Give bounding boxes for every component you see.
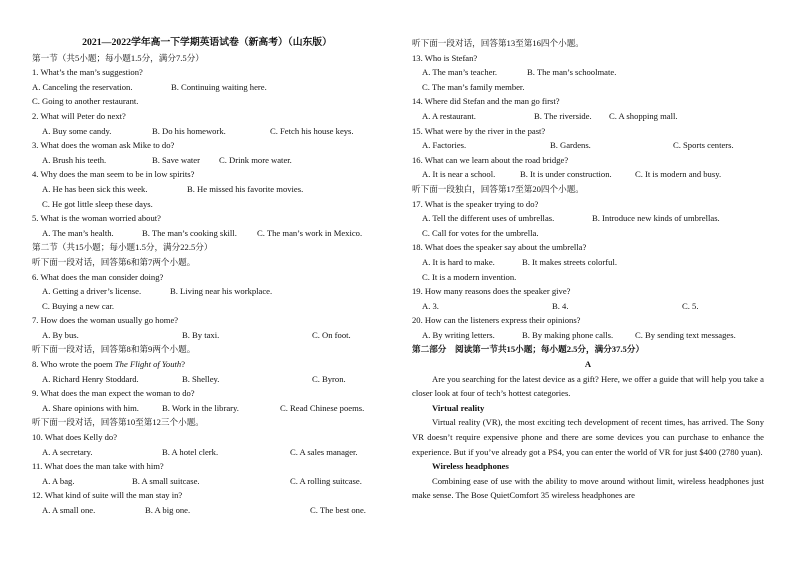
- options-row: [32, 124, 382, 139]
- option-a: A. By writing letters.: [422, 329, 495, 340]
- option-b: B. A small suitcase.: [132, 475, 200, 486]
- options-row: [32, 153, 382, 168]
- title-spacer: [32, 36, 382, 51]
- option-c: C. The best one.: [310, 505, 366, 515]
- option-c: C. Read Chinese poems.: [280, 402, 365, 413]
- option-c: C. Sports centers.: [673, 140, 734, 151]
- question: 3. What does the woman ask Mike to do?: [32, 140, 175, 151]
- option-c: C. 5.: [682, 300, 699, 311]
- option-b: B. Work in the library.: [162, 402, 239, 413]
- option-c: C. The man’s family member.: [422, 81, 525, 92]
- options-row: [32, 503, 382, 518]
- question: 13. Who is Stefan?: [412, 52, 478, 63]
- option-a: A. A secretary.: [42, 446, 93, 457]
- options-row: [412, 211, 764, 226]
- options-row: [32, 284, 382, 299]
- instruction: 听下面一段对话，回答第10至第12三个小题。: [32, 417, 204, 428]
- option-a: A. Share opinions with him.: [42, 402, 139, 413]
- instruction: 听下面一段独白，回答第17至第20四个小题。: [412, 183, 584, 194]
- option-a: A. 3.: [422, 300, 439, 311]
- right-column: [412, 36, 764, 503]
- option-c: C. Going to another restaurant.: [32, 96, 139, 107]
- question-text: 8. Who wrote the poem: [32, 359, 115, 370]
- option-a: A. By bus.: [42, 329, 79, 340]
- paragraph: Combining ease of use with the ability to move around without limit, wireless headphones just make sense. The Bose QuietComfort 35 wireless headphones are: [412, 475, 764, 501]
- instruction: 听下面一段对话，回答第8和第9两个小题。: [32, 344, 196, 355]
- question: 20. How can the listeners express their opinions?: [412, 315, 581, 326]
- option-b: B. Living near his workplace.: [170, 286, 273, 297]
- option-a: A. A small one.: [42, 505, 96, 515]
- option-b: B. Shelley.: [182, 373, 220, 384]
- question-mark: ?: [181, 359, 186, 370]
- option-a: A. He has been sick this week.: [42, 183, 148, 194]
- options-row: [32, 182, 382, 197]
- question: 19. How many reasons does the speaker give?: [412, 286, 571, 297]
- option-b: B. By taxi.: [182, 329, 220, 340]
- option-a: A. It is near a school.: [422, 169, 496, 180]
- option-c: C. Buying a new car.: [42, 300, 115, 311]
- question: 5. What is the woman worried about?: [32, 213, 161, 224]
- options-row: [412, 255, 764, 270]
- question: 16. What can we learn about the road bridge?: [412, 154, 569, 165]
- option-a: A. A bag.: [42, 475, 75, 486]
- option-b: B. Do his homework.: [152, 125, 226, 136]
- option-c: C. He got little sleep these days.: [42, 198, 153, 209]
- question: 2. What will Peter do next?: [32, 110, 126, 121]
- paragraph: Virtual reality (VR), the most exciting tech development of recent times, has arrived. The Sony VR doesn’t require expensive phone and there are some devices you can purchase to enhance the experience. But if you’ve already got a PS4, you can enter the world of VR for just $400 (2780 yuan).: [412, 417, 764, 457]
- subheading: Virtual reality: [432, 402, 485, 413]
- option-b: B. By making phone calls.: [522, 329, 614, 340]
- option-a: A. Factories.: [422, 140, 467, 151]
- instruction: 听下面一段对话，回答第6和第7两个小题。: [32, 256, 196, 267]
- option-a: A. Buy some candy.: [42, 125, 112, 136]
- options-row: [32, 372, 382, 387]
- question: 12. What kind of suite will the man stay in?: [32, 490, 183, 501]
- option-b: B. A big one.: [145, 505, 191, 515]
- options-row: [412, 109, 764, 124]
- question: 10. What does Kelly do?: [32, 432, 118, 443]
- options-row: [412, 138, 764, 153]
- options-row: [32, 226, 382, 241]
- option-a: A. Getting a driver’s license.: [42, 286, 142, 297]
- question: 4. Why does the man seem to be in low spirits?: [32, 169, 195, 180]
- section-heading: 第二部分 阅读第一节共15小题；每小题2.5分，满分37.5分）: [412, 344, 645, 355]
- options-row: [412, 167, 764, 182]
- option-a: A. Canceling the reservation.: [32, 81, 133, 92]
- option-c: C. A rolling suitcase.: [290, 475, 362, 486]
- subheading: Wireless headphones: [432, 461, 509, 472]
- question: 17. What is the speaker trying to do?: [412, 198, 539, 209]
- question: 6. What does the man consider doing?: [32, 271, 164, 282]
- option-b: B. A hotel clerk.: [162, 446, 219, 457]
- option-c: C. The man’s work in Mexico.: [257, 227, 363, 238]
- question: [32, 357, 382, 372]
- question: 7. How does the woman usually go home?: [32, 315, 179, 326]
- option-b: B. 4.: [552, 300, 569, 311]
- option-b: B. Save water: [152, 154, 200, 165]
- option-a: A. Richard Henry Stoddard.: [42, 373, 139, 384]
- option-a: A. A restaurant.: [422, 110, 476, 121]
- options-row: [412, 299, 764, 314]
- options-row: [32, 401, 382, 416]
- question: 14. Where did Stefan and the man go first?: [412, 96, 560, 107]
- option-c: C. Fetch his house keys.: [270, 125, 354, 136]
- option-c: C. A shopping mall.: [609, 110, 678, 121]
- option-c: C. Drink more water.: [219, 154, 292, 165]
- option-b: B. He missed his favorite movies.: [187, 183, 304, 194]
- options-row: [32, 445, 382, 460]
- option-a: A. The man’s health.: [42, 227, 114, 238]
- option-c: C. By sending text messages.: [635, 329, 736, 340]
- option-c: C. Byron.: [312, 373, 346, 384]
- options-row: [412, 65, 764, 80]
- instruction: 听下面一段对话，回答第13至第16四个小题。: [412, 38, 584, 48]
- option-c: C. It is modern and busy.: [635, 169, 722, 180]
- option-c: C. A sales manager.: [290, 446, 358, 457]
- poem-title: The Flight of Youth: [114, 359, 182, 370]
- option-b: B. It is under construction.: [520, 169, 612, 180]
- option-b: B. The man’s schoolmate.: [527, 67, 617, 78]
- option-b: B. Continuing waiting here.: [171, 81, 267, 92]
- options-row: [32, 474, 382, 489]
- option-c: C. It is a modern invention.: [422, 271, 517, 282]
- question: 1. What’s the man’s suggestion?: [32, 67, 143, 78]
- question: 18. What does the speaker say about the umbrella?: [412, 242, 587, 253]
- options-row: [412, 328, 764, 343]
- option-b: B. The riverside.: [534, 110, 592, 121]
- options-row: [32, 328, 382, 343]
- question: 9. What does the man expect the woman to do?: [32, 388, 195, 399]
- option-b: B. It makes streets colorful.: [522, 256, 617, 267]
- question: 15. What were by the river in the past?: [412, 125, 546, 136]
- option-c: C. Call for votes for the umbrella.: [422, 227, 539, 238]
- section-heading: 第二节（共15小题；每小题1.5分，满分22.5分）: [32, 242, 213, 253]
- option-c: C. On foot.: [312, 329, 351, 340]
- paragraph: Are you searching for the latest device as a gift? Here, we offer a guide that will help you take a closer look at four of tech’s hottest categories.: [412, 373, 764, 399]
- left-column: [32, 36, 382, 518]
- option-a: A. It is hard to make.: [422, 256, 495, 267]
- question: 11. What does the man take with him?: [32, 461, 164, 472]
- option-a: A. Tell the different uses of umbrellas.: [422, 213, 555, 224]
- options-row: [32, 80, 382, 95]
- passage-label: A: [584, 359, 592, 370]
- option-a: A. The man’s teacher.: [422, 67, 498, 78]
- section-heading: 第一节（共5小题；每小题1.5分，满分7.5分）: [32, 52, 204, 63]
- page-title: 2021—2022学年高一下学期英语试卷（新高考）（山东版）: [82, 37, 332, 48]
- option-b: B. The man’s cooking skill.: [142, 227, 237, 238]
- option-a: A. Brush his teeth.: [42, 154, 107, 165]
- option-b: B. Gardens.: [550, 140, 591, 151]
- option-b: B. Introduce new kinds of umbrellas.: [592, 213, 720, 224]
